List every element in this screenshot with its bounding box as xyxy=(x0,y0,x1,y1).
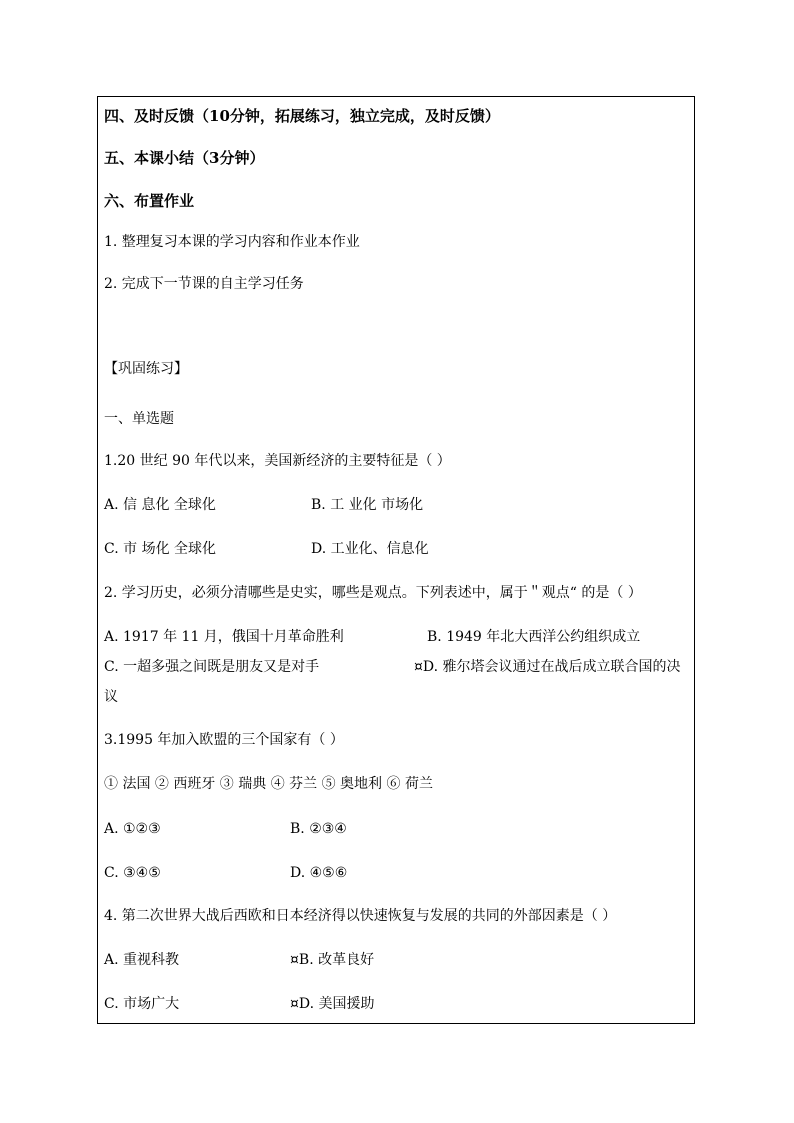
question-type-heading: 一、单选题 xyxy=(104,411,174,427)
question-4-option-c: C. 市场广大 xyxy=(104,996,180,1012)
question-1-option-a: A. 信 息化 全球化 xyxy=(104,497,216,513)
question-1-option-c: C. 市 场化 全球化 xyxy=(104,541,217,557)
question-3-option-c: C. ③④⑤ xyxy=(104,865,161,881)
question-3-stem: 3.1995 年加入欧盟的三个国家有（ ） xyxy=(104,732,344,748)
practice-title: 【巩固练习】 xyxy=(104,361,188,377)
question-1-option-b: B. 工 业化 市场化 xyxy=(311,497,424,513)
section-homework-heading: 六、布置作业 xyxy=(104,192,195,210)
section-feedback-heading: 四、及时反馈（10分钟，拓展练习，独立完成，及时反馈） xyxy=(104,107,500,125)
question-2-option-d-continued: 议 xyxy=(104,689,118,705)
question-1-option-d: D. 工业化、信息化 xyxy=(311,541,429,557)
question-2-option-b: B. 1949 年北大西洋公约组织成立 xyxy=(427,629,641,645)
section-summary-heading: 五、本课小结（3分钟） xyxy=(104,149,265,167)
question-3-option-d: D. ④⑤⑥ xyxy=(290,865,348,881)
question-4-option-a: A. 重视科教 xyxy=(104,952,180,968)
question-2-stem: 2. 学习历史，必须分清哪些是史实，哪些是观点。下列表述中，属于＂观点“ 的是（ ） xyxy=(104,585,642,601)
question-4-option-b: ¤B. 改革良好 xyxy=(290,952,375,968)
question-2-option-d: ¤D. 雅尔塔会议通过在战后成立联合国的决 xyxy=(414,659,681,675)
question-3-option-a: A. ①②③ xyxy=(104,821,161,837)
homework-item-1: 1. 整理复习本课的学习内容和作业本作业 xyxy=(104,234,360,250)
question-4-option-d: ¤D. 美国援助 xyxy=(290,996,375,1012)
question-3-option-b: B. ②③④ xyxy=(290,821,347,837)
question-1-stem: 1.20 世纪 90 年代以来，美国新经济的主要特征是（ ） xyxy=(104,453,451,469)
question-2-option-a: A. 1917 年 11 月，俄国十月革命胜利 xyxy=(104,629,344,645)
question-4-stem: 4. 第二次世界大战后西欧和日本经济得以快速恢复与发展的共同的外部因素是（ ） xyxy=(104,908,617,924)
question-2-option-c: C. 一超多强之间既是朋友又是对手 xyxy=(104,659,320,675)
question-3-choices: ① 法国 ② 西班牙 ③ 瑞典 ④ 芬兰 ⑤ 奥地利 ⑥ 荷兰 xyxy=(104,776,433,792)
homework-item-2: 2. 完成下一节课的自主学习任务 xyxy=(104,276,304,292)
